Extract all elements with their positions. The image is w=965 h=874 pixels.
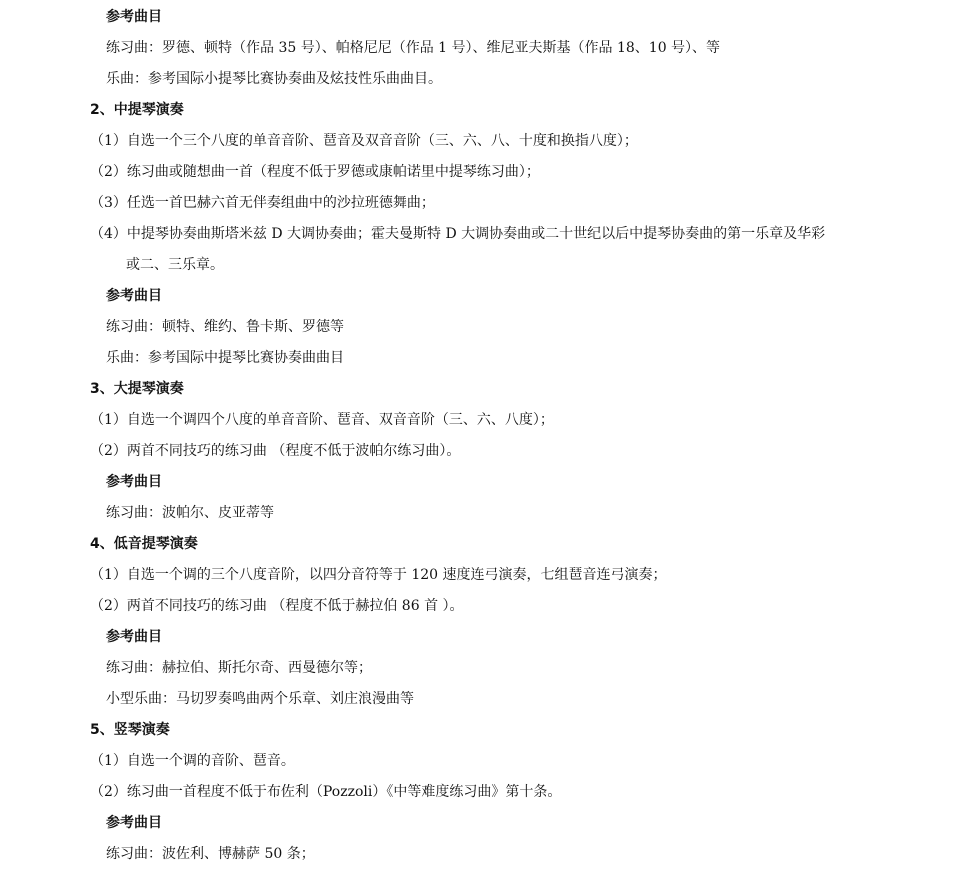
requirement-item: （2）练习曲一首程度不低于布佐利（Pozzoli）《中等难度练习曲》第十条。	[90, 784, 562, 800]
piece-list: 乐曲：参考国际中提琴比赛协奏曲曲目	[106, 350, 344, 366]
piece-list: 乐曲：参考国际小提琴比赛协奏曲及炫技性乐曲曲目。	[106, 71, 442, 87]
reference-heading: 参考曲目	[106, 815, 162, 831]
requirement-item: （1）自选一个三个八度的单音音阶、琶音及双音音阶（三、六、八、十度和换指八度）；	[90, 133, 638, 149]
requirement-item: （2）练习曲或随想曲一首（程度不低于罗德或康帕诺里中提琴练习曲）；	[90, 164, 540, 180]
etude-list: 练习曲：罗德、顿特（作品 35 号）、帕格尼尼（作品 1 号）、维尼亚夫斯基（作品 18、10 号）、等	[106, 40, 721, 56]
requirement-item: （1）自选一个调四个八度的单音音阶、琶音、双音音阶（三、六、八度）；	[90, 412, 554, 428]
requirement-item: （3）任选一首巴赫六首无伴奏组曲中的沙拉班德舞曲；	[90, 195, 435, 211]
reference-heading: 参考曲目	[106, 474, 162, 490]
etude-list: 练习曲：赫拉伯、斯托尔奇、西曼德尔等；	[106, 660, 372, 676]
requirement-item-continuation: 或二、三乐章。	[126, 257, 224, 273]
piece-list: 小型乐曲：马切罗奏鸣曲两个乐章、刘庄浪漫曲等	[106, 691, 414, 707]
section-heading-double-bass: 4、低音提琴演奏	[90, 536, 198, 552]
etude-list: 练习曲：波佐利、博赫萨 50 条；	[106, 846, 315, 862]
reference-heading: 参考曲目	[106, 629, 162, 645]
section-heading-harp: 5、竖琴演奏	[90, 722, 170, 738]
requirement-item: （2）两首不同技巧的练习曲 （程度不低于波帕尔练习曲）。	[90, 443, 461, 459]
requirement-item: （1）自选一个调的音阶、琶音。	[90, 753, 295, 769]
etude-list: 练习曲：顿特、维约、鲁卡斯、罗德等	[106, 319, 344, 335]
etude-list: 练习曲：波帕尔、皮亚蒂等	[106, 505, 274, 521]
section-heading-viola: 2、中提琴演奏	[90, 102, 184, 118]
requirement-item: （1）自选一个调的三个八度音阶，以四分音符等于 120 速度连弓演奏，七组琶音连弓演奏；	[90, 567, 667, 583]
requirement-item: （2）两首不同技巧的练习曲 （程度不低于赫拉伯 86 首 ）。	[90, 598, 464, 614]
reference-heading: 参考曲目	[106, 288, 162, 304]
reference-heading: 参考曲目	[106, 9, 162, 25]
requirement-item: （4）中提琴协奏曲斯塔米兹 D 大调协奏曲；霍夫曼斯特 D 大调协奏曲或二十世纪以后中提琴协奏曲的第一乐章及华彩	[90, 226, 826, 242]
section-heading-cello: 3、大提琴演奏	[90, 381, 184, 397]
